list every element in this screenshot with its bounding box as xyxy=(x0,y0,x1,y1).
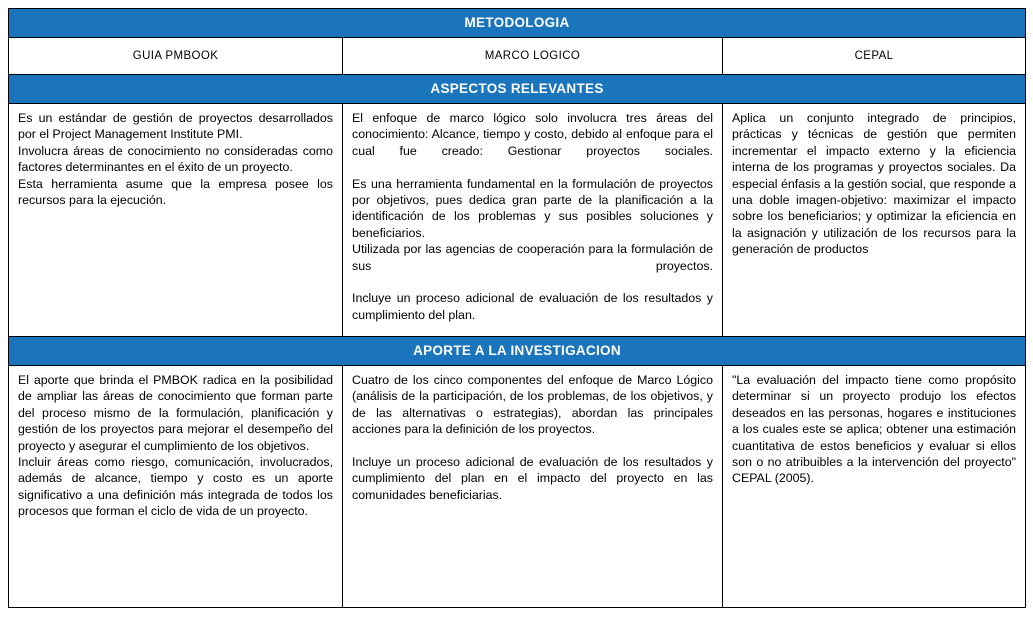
cell-text-aporte-marco-logico xyxy=(343,366,722,509)
paragraph: Incluir áreas como riesgo, comunicación, involucrados, además de alcance, tiempo y costo es un aporte significativo a una definición más integrada de todos los procesos que forman el ciclo de vida de un proyecto. xyxy=(18,455,333,519)
column-header-marco-logico: MARCO LOGICO xyxy=(343,38,723,75)
paragraph: Cuatro de los cinco componentes del enfoque de Marco Lógico (análisis de la participación, de los problemas, de los objetivos, y de las alternativas o estrategias), abordan las principales acciones para la definición de los proyectos. xyxy=(352,373,713,437)
column-header-row xyxy=(9,38,1026,75)
paragraph: Incluye un proceso adicional de evaluación de los resultados y cumplimiento del plan en el impacto del proyecto en las comunidades beneficiarias. xyxy=(352,455,713,502)
cell-aspectos-guia-pmbook xyxy=(9,104,343,337)
column-header-cepal: CEPAL xyxy=(723,38,1026,75)
paragraph: Aplica un conjunto integrado de principios, prácticas y técnicas de gestión que permiten incrementar el impacto externo y la eficiencia interna de los programas y proyectos sociales. Da especial énfasis a la gestión social, que responde a una doble imagen-objetivo: maximizar el impacto sobre los beneficiarios; y optimizar la eficiencia en la asignación y utilización de los recursos para la generación de productos xyxy=(732,111,1017,257)
section-banner-row-aspectos xyxy=(9,75,1026,104)
cell-text-aporte-cepal xyxy=(723,366,1025,493)
metodologia-table-container xyxy=(8,8,1025,608)
paragraph: Involucra áreas de conocimiento no consideradas como factores determinantes en el éxito de un proyecto. xyxy=(18,143,333,175)
cell-aporte-guia-pmbook xyxy=(9,366,343,608)
cell-text-aporte-guia-pmbook xyxy=(9,366,342,526)
cell-aporte-cepal xyxy=(723,366,1026,608)
cell-aporte-marco-logico xyxy=(343,366,723,608)
paragraph: El enfoque de marco lógico solo involucra tres áreas del conocimiento: Alcance, tiempo y costo, debido al enfoque para el cual fue creado: Gestionar proyectos sociales. xyxy=(352,111,713,158)
table-title-row xyxy=(9,9,1026,38)
table-row-aporte-a-la-investigacion xyxy=(9,366,1026,608)
paragraph: "La evaluación del impacto tiene como propósito determinar si un proyecto produjo los efectos deseados en las personas, hogares e instituciones a los cuales este se aplica; obtener una estimación cuantitativa de estos beneficios y evaluar si ellos son o no atribuibles a la intervención del proyecto" CEPAL (2005). xyxy=(732,373,1017,486)
cell-text-aspectos-marco-logico xyxy=(343,104,722,329)
cell-aspectos-marco-logico xyxy=(343,104,723,337)
cell-text-aspectos-guia-pmbook xyxy=(9,104,342,214)
cell-text-aspectos-cepal xyxy=(723,104,1025,264)
section-banner-aspectos-relevantes: ASPECTOS RELEVANTES xyxy=(9,75,1026,104)
paragraph-spacer xyxy=(352,438,713,454)
paragraph: El aporte que brinda el PMBOK radica en la posibilidad de ampliar las áreas de conocimiento que forman parte del proceso mismo de la formulación, planificación y gestión de los proyectos para mejorar el desempeño del proyecto y asegurar el cumplimiento de los objetivos. xyxy=(18,373,333,453)
table-row-aspectos-relevantes xyxy=(9,104,1026,337)
metodologia-comparison-table xyxy=(8,8,1026,608)
section-banner-row-aporte xyxy=(9,337,1026,366)
paragraph: Utilizada por las agencias de cooperación para la formulación de sus proyectos. xyxy=(352,242,713,273)
section-banner-aporte-a-la-investigacion: APORTE A LA INVESTIGACION xyxy=(9,337,1026,366)
cell-aspectos-cepal xyxy=(723,104,1026,337)
paragraph: Es un estándar de gestión de proyectos desarrollados por el Project Management Institute PMI. xyxy=(18,111,333,142)
paragraph: Es una herramienta fundamental en la formulación de proyectos por objetivos, pues dedica gran parte de la planificación a la identificación de los problemas y sus posibles soluciones y beneficiarios. xyxy=(352,176,713,240)
paragraph: Incluye un proceso adicional de evaluación de los resultados y cumplimiento del plan. xyxy=(352,291,713,322)
table-title-banner: METODOLOGIA xyxy=(9,9,1026,38)
paragraph: Esta herramienta asume que la empresa posee los recursos para la ejecución. xyxy=(18,176,333,208)
column-header-guia-pmbook: GUIA PMBOOK xyxy=(9,38,343,75)
